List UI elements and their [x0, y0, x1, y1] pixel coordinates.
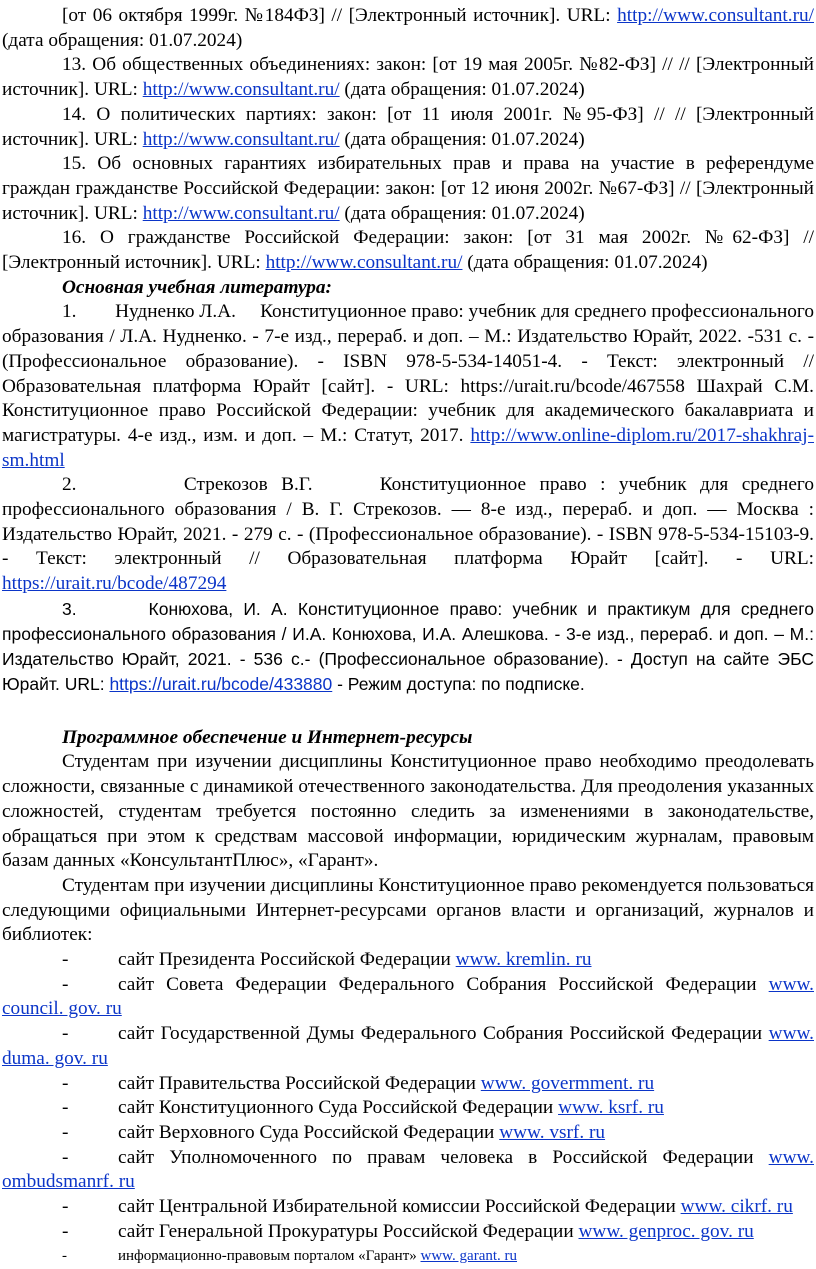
access-date: (дата обращения: 01.07.2024) [339, 128, 585, 150]
resource-label: сайт Центральной Избирательной комиссии Российской Федерации [118, 1196, 681, 1218]
consultant-link[interactable]: http://www.consultant.ru/ [142, 79, 340, 101]
resource-label: сайт Президента Российской Федерации [118, 949, 456, 971]
literature-heading: Основная учебная литература: [62, 276, 332, 298]
list-bullet: - [62, 1196, 69, 1218]
resource-label: сайт Совета Федерации Федерального Собрания Российской Федерации [118, 973, 769, 995]
entry-text: 14. О политических партиях: закон: [от 11 июля 2001г. №95-ФЗ] // // [Электронный источник]. URL: [2, 103, 814, 150]
resource-link[interactable]: www. ombudsmanrf. ru [2, 1146, 814, 1193]
bibliography-entry-14 [2, 103, 814, 152]
resource-link[interactable]: www. kremlin. ru [455, 949, 592, 971]
entry-text: 16. О гражданстве Российской Федерации: закон: [от 31 мая 2002г. №62-ФЗ] // [Электронный источник]. URL: [2, 227, 814, 274]
bibliography-entry-16 [2, 226, 814, 275]
consultant-link[interactable]: http://www.consultant.ru/ [617, 5, 814, 26]
list-bullet: - [62, 1023, 69, 1045]
resource-label: информационно-правовым порталом «Гарант» [118, 1248, 421, 1265]
bibliography-entry-15 [2, 152, 814, 226]
resource-label: сайт Генеральной Прокуратуры Российской Федерации [118, 1220, 579, 1242]
resource-label: сайт Уполномоченного по правам человека в Российской Федерации [118, 1146, 769, 1168]
software-paragraph-1: Студентам при изучении дисциплины Конституционное право необходимо преодолевать сложности, связанные с динамикой отечественного законодательства. Для преодоления указанных сложностей, студентам требуется постоянно следить за изменениями в законодательстве, обращаться при этом к средствам массовой информации, юридическим журналам, правовым базам данных «КонсультантПлюс», «Гарант». [2, 751, 814, 872]
software-heading: Программное обеспечение и Интернет-ресурсы [62, 726, 473, 748]
urait-link[interactable]: https://urait.ru/bcode/487294 [2, 573, 227, 595]
list-bullet: - [62, 1097, 69, 1119]
list-bullet: - [62, 1146, 69, 1168]
urait-link[interactable]: https://urait.ru/bcode/433880 [109, 674, 333, 695]
literature-text: 2. Стрекозов В.Г. Конституционное право : учебник для среднего профессионального образования / В. Г. Стрекозов. — 8-е изд., перераб. и доп. — Москва : Издательство Юрайт, 2021. - 279 с. - (Профессиональное образование). - ISBN 978-5-534-15103-9. - Текст: электронный // Образовательная платформа Юрайт [сайт]. - URL: [2, 474, 814, 570]
internet-resource-item [2, 1022, 814, 1071]
resource-link[interactable]: www. duma. gov. ru [2, 1023, 814, 1069]
access-date: (дата обращения: 01.07.2024) [339, 79, 585, 101]
literature-text: 3. Конюхова, И. А. Конституционное право: учебник и практикум для среднего профессионального образования / И.А. Конюхова, И.А. Алешкова. - 3-е изд., перераб. и доп. – М.: Издательство Юрайт, 2021. - 536 с.- (Профессиональное образование). - Доступ на сайте ЭБС Юрайт. URL: [2, 598, 814, 695]
resource-link[interactable]: www. govermment. ru [480, 1072, 655, 1094]
internet-resource-item [2, 1220, 814, 1245]
internet-resource-item [2, 973, 814, 1022]
access-date: (дата обращения: 01.07.2024) [2, 29, 243, 51]
consultant-link[interactable]: http://www.consultant.ru/ [142, 202, 340, 224]
literature-item-3 [2, 597, 814, 698]
literature-item-2 [2, 473, 814, 597]
internet-resource-item [2, 1121, 814, 1146]
resource-label: сайт Правительства Российской Федерации [118, 1072, 481, 1094]
spacer [2, 698, 814, 726]
list-bullet: - [62, 973, 69, 995]
resource-link[interactable]: www. cikrf. ru [680, 1196, 793, 1218]
literature-tail: - Режим доступа: по подписке. [332, 674, 585, 695]
consultant-link[interactable]: http://www.consultant.ru/ [265, 252, 463, 274]
resource-link[interactable]: www. garant. ru [420, 1248, 518, 1265]
internet-resource-item [2, 1244, 814, 1269]
internet-resource-item [2, 1195, 814, 1220]
online-diplom-link[interactable]: http://www.online-diplom.ru/2017-shakhraj-sm.html [2, 424, 814, 471]
resource-link[interactable]: www. council. gov. ru [2, 973, 814, 1020]
list-bullet: - [62, 1248, 67, 1265]
resource-label: сайт Верховного Суда Российской Федерации [118, 1121, 500, 1143]
internet-resource-item [2, 948, 814, 973]
software-paragraph-2: Студентам при изучении дисциплины Конституционное право рекомендуется пользоваться следующими официальными Интернет-ресурсами органов власти и организаций, журналов и библиотек: [2, 874, 814, 946]
list-bullet: - [62, 1220, 69, 1242]
resource-label: сайт Конституционного Суда Российской Федерации [118, 1097, 559, 1119]
literature-item-1 [2, 300, 814, 473]
resource-link[interactable]: www. genproc. gov. ru [578, 1220, 754, 1242]
bibliography-entry-12-tail [2, 4, 814, 53]
literature-text: 1. Нудненко Л.А. Конституционное право: учебник для среднего профессионального образования / Л.А. Нудненко. - 7-е изд., перераб. и доп. – М.: Издательство Юрайт, 2022. -531 с. - (Профессиональное образование). - ISBN 978-5-534-14051-4. - Текст: электронный // Образовательная платформа Юрайт [сайт]. - URL: https://urait.ru/bcode/467558 Шахрай С.М. Конституционное право Российской Федерации: учебник для академического бакалавриата и магистратуры. 4-е изд., изм. и доп. – М.: Статут, 2017. [2, 301, 814, 446]
resource-link[interactable]: www. ksrf. ru [558, 1097, 664, 1119]
entry-text: [от 06 октября 1999г. №184ФЗ] // [Электронный источник]. URL: [62, 5, 618, 26]
internet-resource-item [2, 1096, 814, 1121]
list-bullet: - [62, 1121, 69, 1143]
internet-resources-list [2, 948, 814, 1269]
list-bullet: - [62, 949, 69, 971]
resource-link[interactable]: www. vsrf. ru [499, 1121, 606, 1143]
internet-resource-item [2, 1072, 814, 1097]
access-date: (дата обращения: 01.07.2024) [462, 252, 708, 274]
list-bullet: - [62, 1072, 69, 1094]
bibliography-entry-13 [2, 53, 814, 102]
entry-text: 15. Об основных гарантиях избирательных прав и права на участие в референдуме граждан гражданстве Российской Федерации: закон: [от 12 июня 2002г. №67-ФЗ] // [Электронный источник]. URL: [2, 153, 814, 224]
access-date: (дата обращения: 01.07.2024) [339, 202, 585, 224]
internet-resource-item [2, 1146, 814, 1195]
entry-text: 13. Об общественных объединениях: закон: [от 19 мая 2005г. №82-ФЗ] // // [Электронный источник]. URL: [2, 54, 814, 101]
resource-label: сайт Государственной Думы Федерального Собрания Российской Федерации [118, 1023, 769, 1045]
consultant-link[interactable]: http://www.consultant.ru/ [142, 128, 340, 150]
